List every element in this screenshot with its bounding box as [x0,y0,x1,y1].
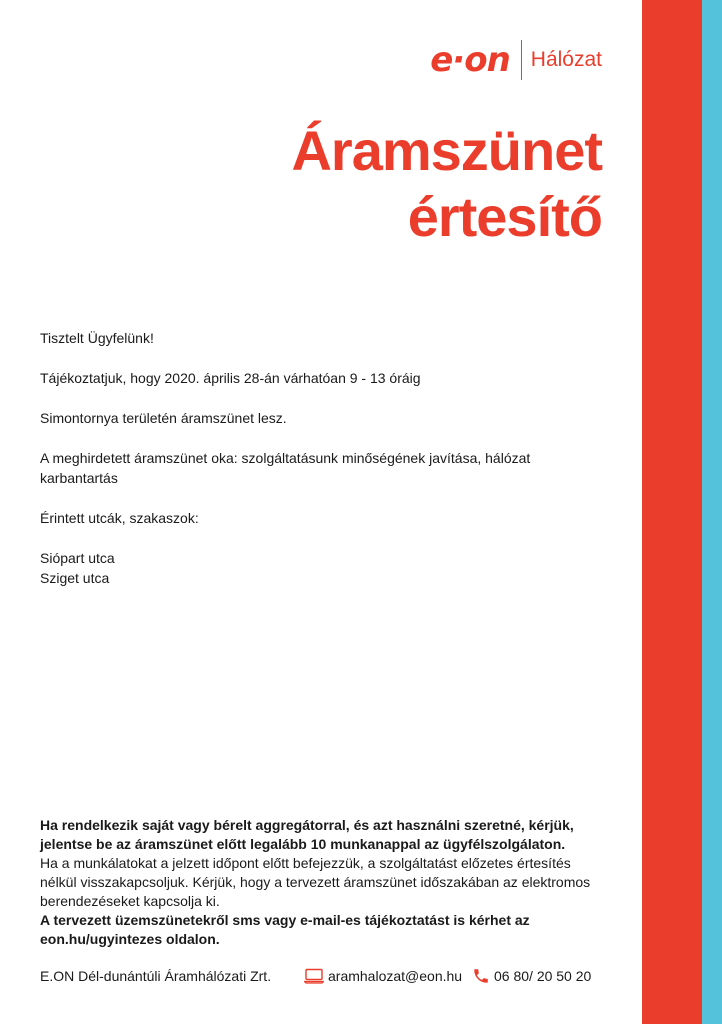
reason-sentence: A meghirdetett áramszünet oka: szolgáltatásunk minőségének javítása, hálózat karbantartás [40,450,531,486]
letter-body [40,328,600,588]
phone-number: 06 80/ 20 50 20 [494,968,592,984]
footer [40,966,605,986]
footer-email[interactable] [304,966,462,986]
location-sentence: Simontornya területén áramszünet lesz. [40,410,287,426]
eon-logo [430,38,602,82]
red-side-stripe [642,0,702,1024]
laptop-icon [304,968,324,984]
notice-generator: Ha rendelkezik saját vagy bérelt aggregátorral, és azt használni szeretné, kérjük, jelentse be az áramszünet előtt legalább 10 munkanappal az ügyfélszolgálaton. [40,817,574,852]
street-item: Siópart utca [40,550,115,566]
logo-wordmark: e·on [430,40,510,80]
logo-divider [521,40,522,80]
notice-reconnect: Ha a munkálatokat a jelzett időpont előtt befejezzük, a szolgáltatást előzetes értesítés nélkül visszakapcsoljuk. Kérjük, hogy a tervezett áramszünet időszakában az elektromos berendezéseket kapcsolja ki. [40,855,591,909]
email-address: aramhalozat@eon.hu [328,968,463,984]
date-sentence: Tájékoztatjuk, hogy 2020. április 28-án várhatóan 9 - 13 óráig [40,370,421,386]
streets-heading: Érintett utcák, szakaszok: [40,510,199,526]
phone-icon [472,967,490,985]
blue-side-stripe [702,0,722,1024]
notice-subscribe: A tervezett üzemszünetekről sms vagy e-mail-es tájékoztatást is kérhet az eon.hu/ugyintezes oldalon. [40,912,530,947]
greeting: Tisztelt Ügyfelünk! [40,330,154,346]
logo-unit: Hálózat [530,48,602,71]
title-line-1: Áramszünet [291,119,602,182]
notice-block [40,816,600,949]
footer-phone[interactable] [472,966,591,986]
company-name: E.ON Dél-dunántúli Áramhálózati Zrt. [40,968,272,984]
street-item: Sziget utca [40,570,110,586]
title-line-2: értesítő [407,185,602,248]
page-title [291,118,602,250]
